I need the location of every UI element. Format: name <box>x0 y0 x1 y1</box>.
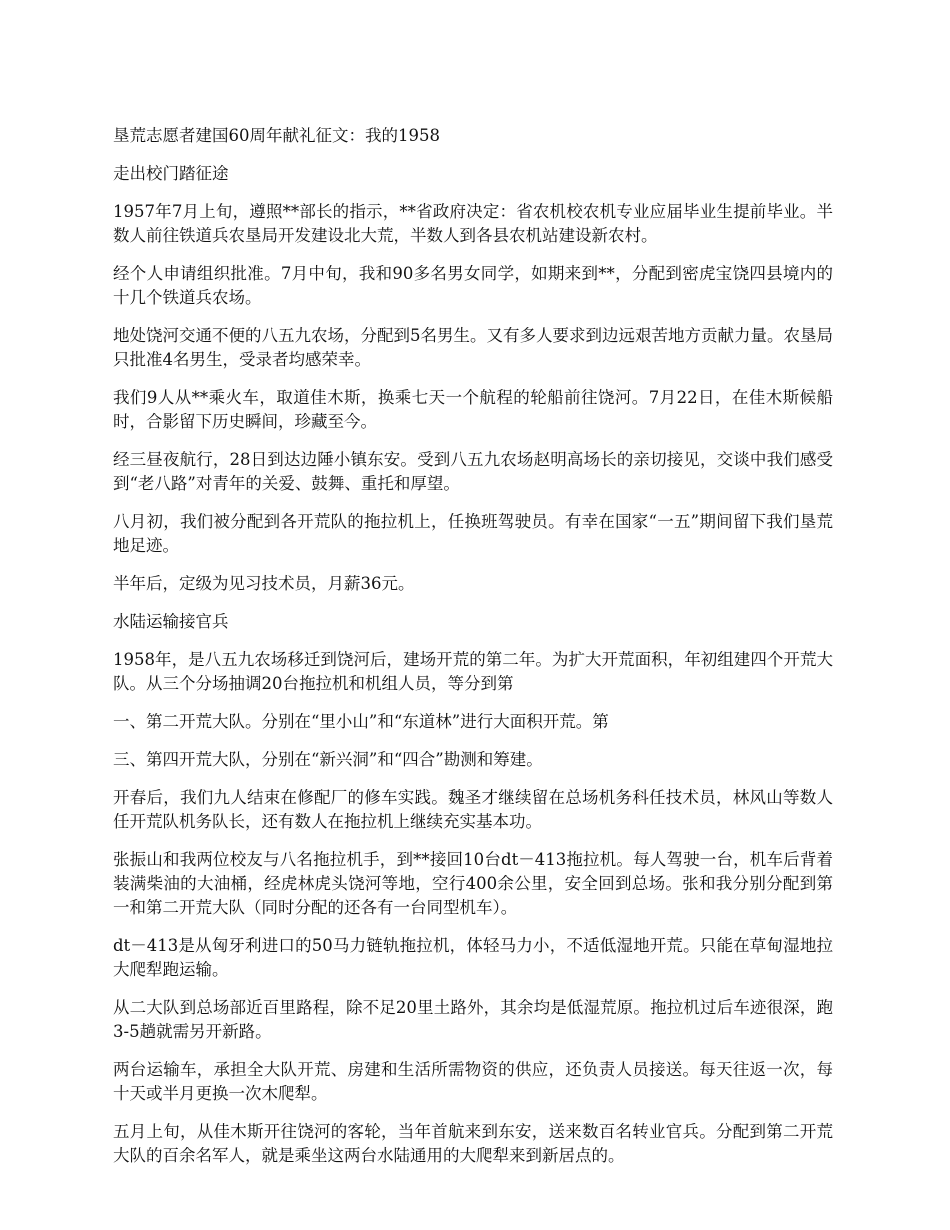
paragraph: 1957年7月上旬，遵照**部长的指示，**省政府决定：省农机校农机专业应届毕业生提前毕业。半数人前往铁道兵农垦局开发建设北大荒，半数人到各县农机站建设新农村。 <box>113 202 833 245</box>
document-title: 垦荒志愿者建国60周年献礼征文：我的1958 <box>113 126 440 145</box>
paragraph: 张振山和我两位校友与八名拖拉机手，到**接回10台dt－413拖拉机。每人驾驶一台，机车后背着装满柴油的大油桶，经虎林虎头饶河等地，空行400余公里，安全回到总场。张和我分别分配到第一和第二开荒大队（同时分配的还各有一台同型机车）。 <box>113 850 833 917</box>
paragraph: 从二大队到总场部近百里路程，除不足20里土路外，其余均是低湿荒原。拖拉机过后车迹很深，跑3-5趟就需另开新路。 <box>113 998 833 1041</box>
document-body <box>113 124 833 1182</box>
paragraph: 八月初，我们被分配到各开荒队的拖拉机上，任换班驾驶员。有幸在国家“一五”期间留下我们垦荒地足迹。 <box>113 512 833 555</box>
paragraph: 经个人申请组织批准。7月中旬，我和90多名男女同学，如期来到**，分配到密虎宝饶四县境内的十几个铁道兵农场。 <box>113 264 833 307</box>
paragraph: 经三昼夜航行，28日到达边陲小镇东安。受到八五九农场赵明高场长的亲切接见，交谈中我们感受到“老八路”对青年的关爱、鼓舞、重托和厚望。 <box>113 450 833 493</box>
paragraph: 我们9人从**乘火车，取道佳木斯，换乘七天一个航程的轮船前往饶河。7月22日，在佳木斯候船时，合影留下历史瞬间，珍藏至今。 <box>113 388 833 431</box>
paragraph: 一、第二开荒大队。分别在“里小山”和“东道林”进行大面积开荒。第 <box>113 712 609 731</box>
section-heading: 水陆运输接官兵 <box>113 612 229 631</box>
paragraph: 半年后，定级为见习技术员，月薪36元。 <box>113 574 415 593</box>
paragraph: 两台运输车，承担全大队开荒、房建和生活所需物资的供应，还负责人员接送。每天往返一次，每十天或半月更换一次木爬犁。 <box>113 1060 833 1103</box>
paragraph: 开春后，我们九人结束在修配厂的修车实践。魏圣才继续留在总场机务科任技术员，林风山等数人任开荒队机务队长，还有数人在拖拉机上继续充实基本功。 <box>113 788 833 831</box>
paragraph: 地处饶河交通不便的八五九农场，分配到5名男生。又有多人要求到边远艰苦地方贡献力量。农垦局只批准4名男生，受录者均感荣幸。 <box>113 326 833 369</box>
paragraph: 三、第四开荒大队，分别在“新兴洞”和“四合”勘测和筹建。 <box>113 750 543 769</box>
paragraph: 1958年，是八五九农场移迁到饶河后，建场开荒的第二年。为扩大开荒面积，年初组建四个开荒大队。从三个分场抽调20台拖拉机和机组人员，等分到第 <box>113 650 833 693</box>
paragraph: dt－413是从匈牙利进口的50马力链轨拖拉机，体轻马力小，不适低湿地开荒。只能在草甸湿地拉大爬犁跑运输。 <box>113 936 833 979</box>
paragraph: 五月上旬，从佳木斯开往饶河的客轮，当年首航来到东安，送来数百名转业官兵。分配到第二开荒大队的百余名军人，就是乘坐这两台水陆通用的大爬犁来到新居点的。 <box>113 1122 833 1165</box>
section-heading: 走出校门踏征途 <box>113 164 229 183</box>
